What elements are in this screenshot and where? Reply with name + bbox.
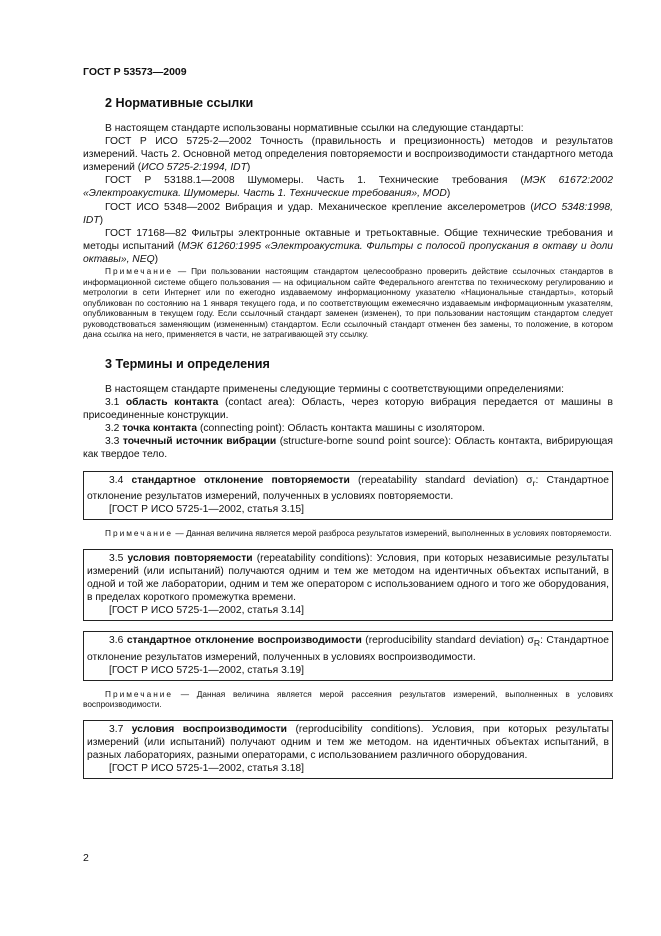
term-3-2: 3.2 точка контакта (connecting point): Область контакта машины с изолятором. (105, 422, 485, 434)
term-3-5: 3.5 условия повторяемости (repeatability conditions): Условия, при которых независимые результаты измерений (или испытаний) получаются одним и тем же методом на идентичных объектах испытаний, в одной и той же лаборатории, одним и тем же оператором с использованием одного и того же оборудования, в пределах короткого промежутка времени. (87, 552, 609, 604)
term-3-4: 3.4 стандартное отклонение повторяемости (repeatability standard deviation) $\sigma_r$: Стандартное отклонение результатов измерений, полученных в условиях повторяемости. (87, 475, 610, 503)
term-3-6-note: Примечание — Данная величина является мерой рассеяния результатов измерений, выполненных в условиях воспроизводимости. (83, 688, 613, 710)
page-number: 2 (83, 852, 89, 864)
term-3-4-note: Примечание — Данная величина является мерой разброса результатов измерений, выполненных в условиях повторяемости. (105, 528, 612, 539)
section-3-title: 3 Термины и определения (105, 356, 270, 371)
reference-gost-5348: ГОСТ ИСО 5348—2002 Вибрация и удар. Механическое крепление акселерометров (ИСО 5348:1998, IDT) (83, 201, 613, 226)
document-body (83, 96, 613, 779)
reference-gost-17168: ГОСТ 17168—82 Фильтры электронные октавные и третьоктавные. Общие технические требования и методы испытаний (МЭК 61260:1995 «Электроакустика. Фильтры с полосой пропускания в октаву и доли октавы», NEQ) (83, 227, 613, 265)
document-header: ГОСТ Р 53573—2009 (83, 66, 187, 78)
term-3-7-source: [ГОСТ Р ИСО 5725-1—2002, статья 3.18] (109, 763, 304, 774)
term-3-5-source: [ГОСТ Р ИСО 5725-1—2002, статья 3.14] (109, 605, 304, 617)
section-2-note: Примечание — При пользовании настоящим стандартом целесообразно проверить действие ссылочных стандартов в информационной системе общего пользования — на официальном сайте Федерального агентства по техническому регулированию и метрологии в сети Интернет или по ежегодно издаваемому информационному указателю «Национальные стандарты», который опубликован по состоянию на 1 января текущего года, и по соответствующим ежемесячно издаваемым информационным указателям, опубликованным в текущем году. Если ссылочный стандарт заменен (изменен), то при пользовании настоящим стандартом следует руководствоваться заменяющим (измененным) стандартом. Если ссылочный стандарт отменен без замены, то положение, в котором дана ссылка на него, применяется в части, не затрагивающей эту ссылку. (83, 266, 613, 340)
term-3-6-source: [ГОСТ Р ИСО 5725-1—2002, статья 3.19] (109, 664, 304, 676)
term-3-4-source: [ГОСТ Р ИСО 5725-1—2002, статья 3.15] (109, 504, 304, 516)
reference-gost-53188-1: ГОСТ Р 53188.1—2008 Шумомеры. Часть 1. Технические требования (МЭК 61672:2002 «Электроакустика. Шумомеры. Часть 1. Технические требования», MOD) (83, 175, 613, 200)
section-3-intro: В настоящем стандарте применены следующие термины с соответствующими определениями: (105, 383, 565, 395)
section-2-intro: В настоящем стандарте использованы нормативные ссылки на следующие стандарты: (105, 123, 524, 134)
section-2-title: 2 Нормативные ссылки (105, 96, 254, 110)
term-3-3: 3.3 точечный источник вибрации (structure-borne sound point source): Область контакта, вибрирующая как твердое тело. (83, 435, 613, 460)
term-3-5-box (83, 549, 613, 621)
term-3-1: 3.1 область контакта (contact area): Область, через которую вибрация передается от машины в присоединенные конструкции. (83, 396, 613, 421)
term-3-6-box (83, 631, 613, 680)
term-3-7: 3.7 условия воспроизводимости (reproducibility conditions). Условия, при которых результаты измерений (или испытаний) получают одним и тем же методом. на идентичных объектах испытаний, в разных лабораториях, разными операторами, с использованием различного оборудования. (87, 723, 609, 761)
term-3-7-box (83, 720, 613, 779)
term-3-6: 3.6 стандартное отклонение воспроизводимости (reproducibility standard deviation) $\sigma_R$: Стандартное отклонение результатов измерений, полученных в условиях воспроизводимости. (87, 635, 609, 663)
reference-gost-5725-2: ГОСТ Р ИСО 5725-2—2002 Точность (правильность и прецизионность) методов и результатов измерений. Часть 2. Основной метод определения повторяемости и воспроизводимости стандартного метода измерений (ИСО 5725-2:1994, IDT) (83, 136, 613, 174)
term-3-4-box (83, 471, 613, 520)
